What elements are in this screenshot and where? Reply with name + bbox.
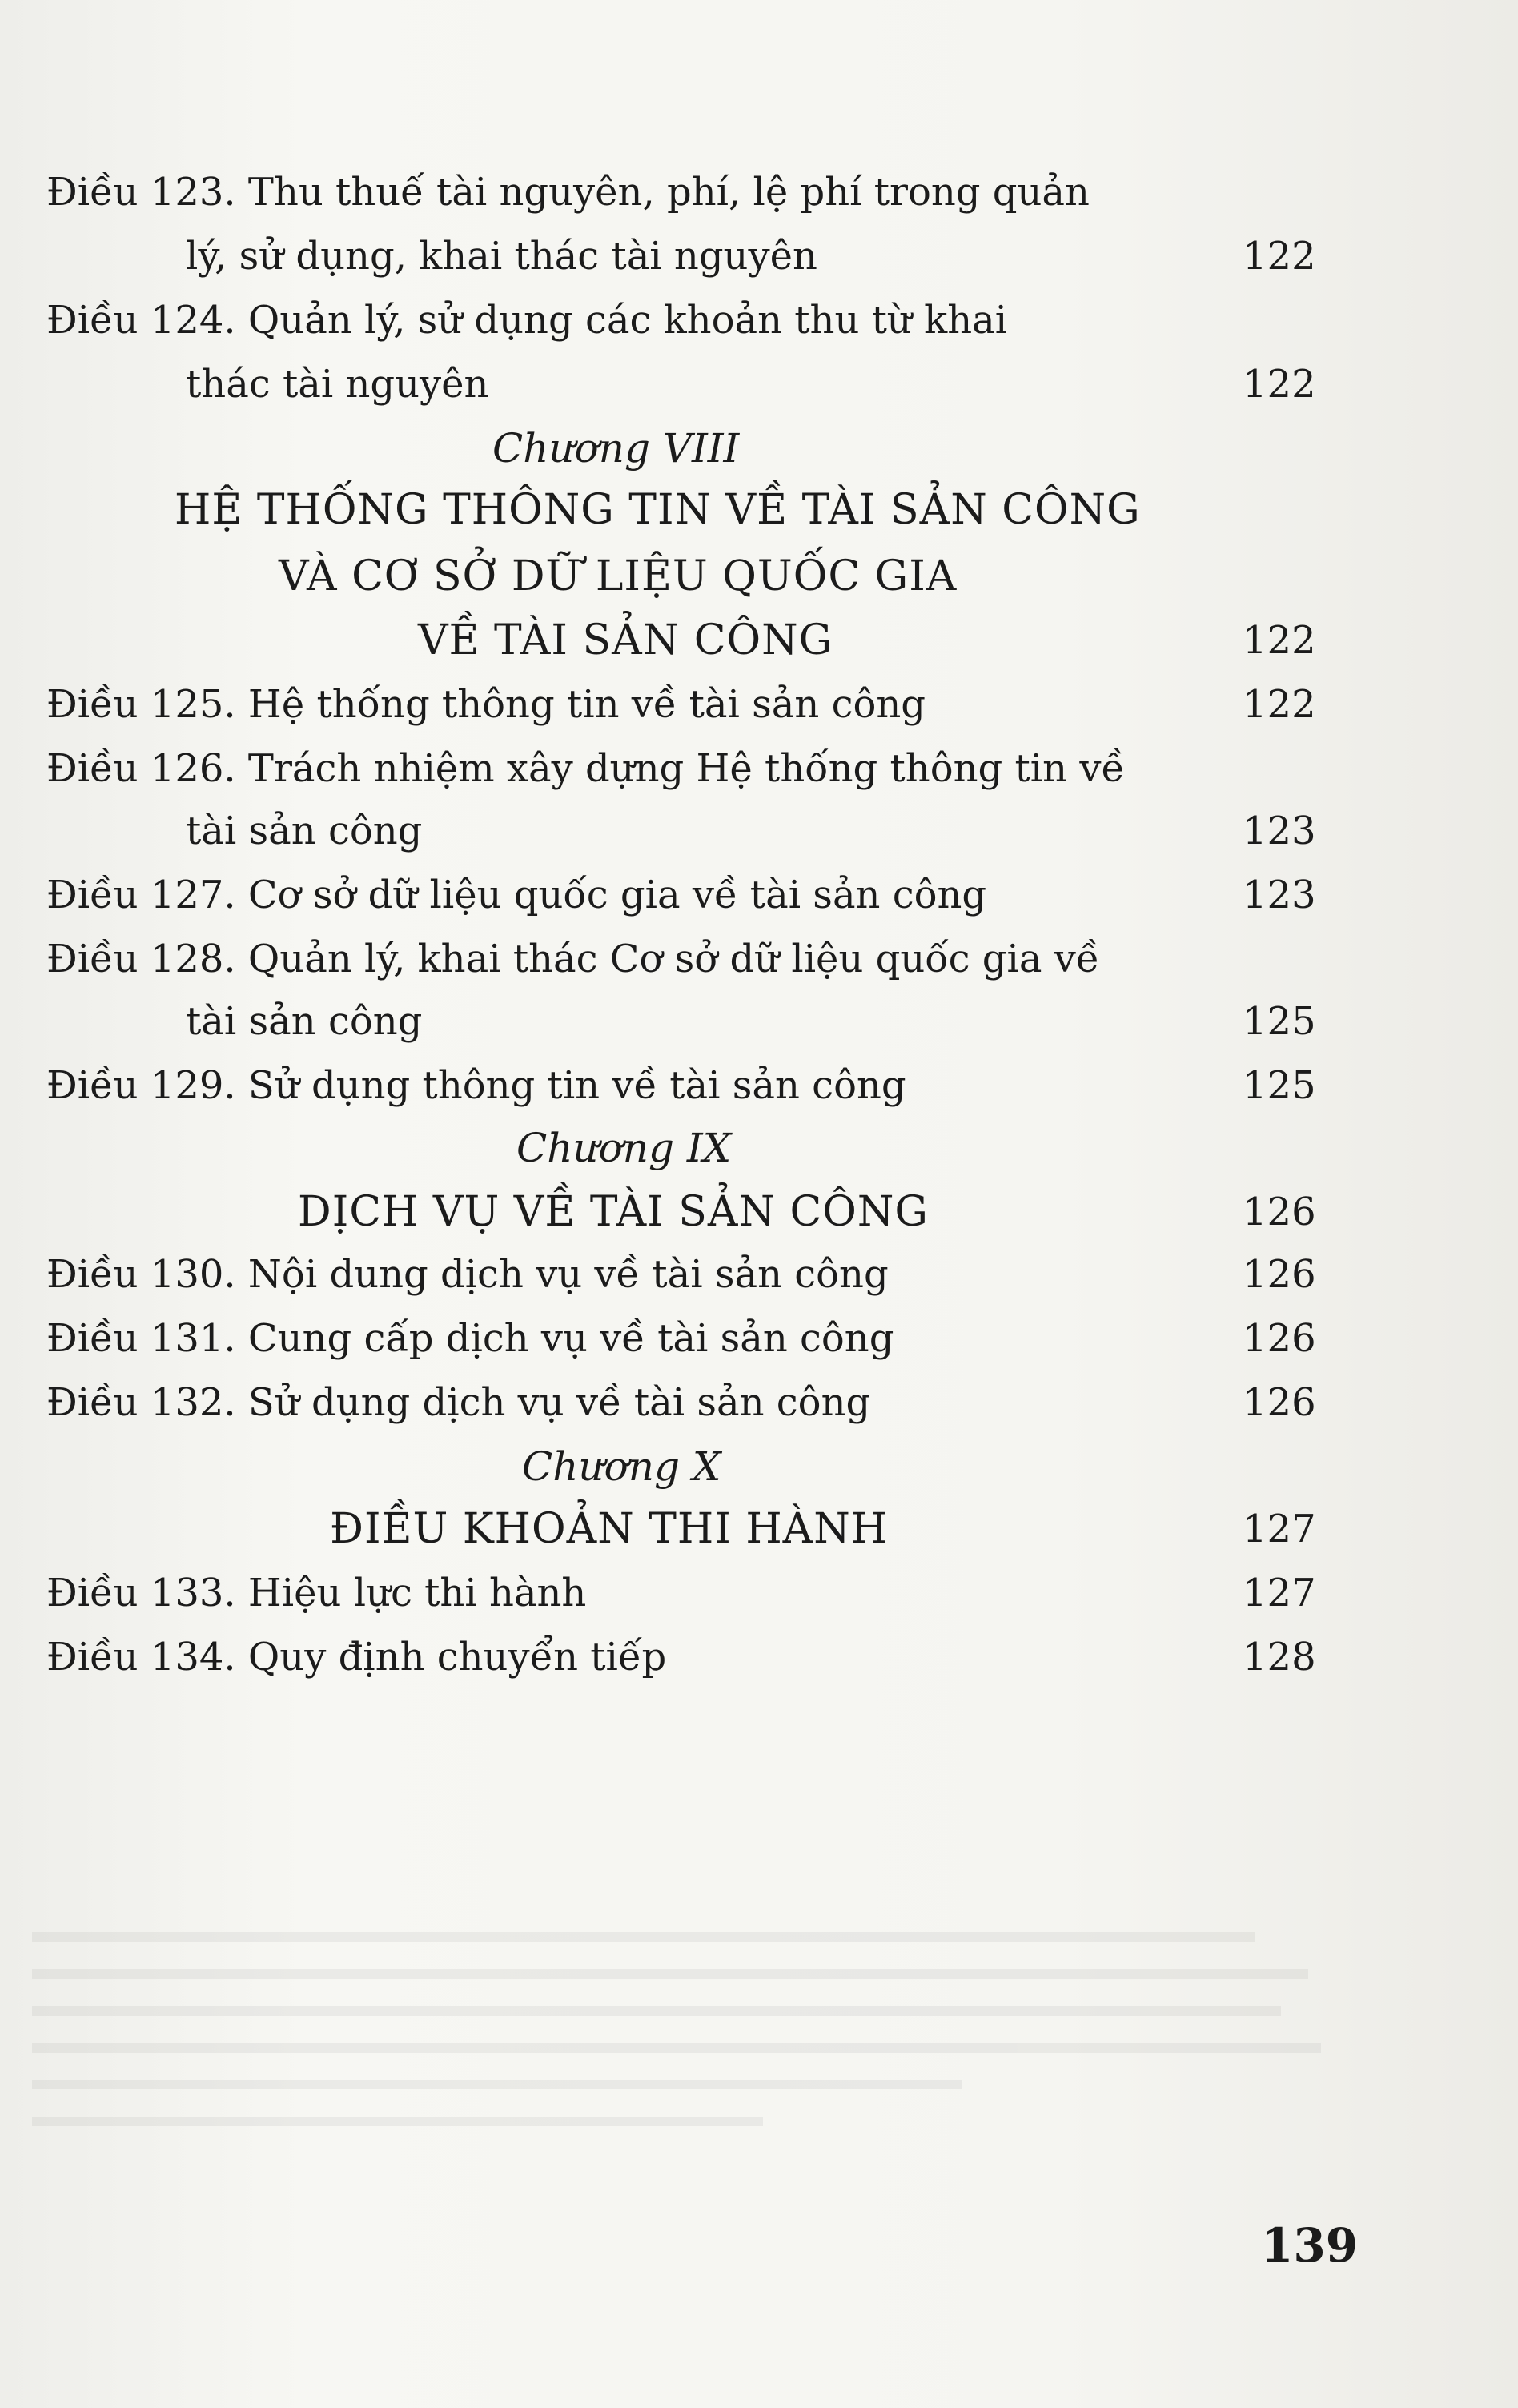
toc-page-number: 122 [1243, 362, 1316, 407]
chapter-title-viii-line2: VÀ CƠ SỞ DỮ LIỆU QUỐC GIA [279, 552, 958, 600]
page-number: 139 [1261, 2218, 1359, 2273]
toc-page-number: 126 [1243, 1316, 1316, 1361]
toc-page-number: 126 [1243, 1380, 1316, 1425]
toc-page-number: 122 [1243, 234, 1316, 279]
toc-page-number: 122 [1243, 682, 1316, 727]
toc-entry-label: Điều 130. Nội dung dịch vụ về tài sản công [46, 1252, 889, 1297]
toc-page-number: 125 [1243, 1063, 1316, 1108]
toc-page-number: 127 [1243, 1507, 1316, 1551]
toc-entry-label: Điều 131. Cung cấp dịch vụ về tài sản công [46, 1316, 894, 1361]
chapter-title-viii-line1: HỆ THỐNG THÔNG TIN VỀ TÀI SẢN CÔNG [175, 486, 1141, 534]
toc-entry-continuation: tài sản công [186, 999, 423, 1044]
toc-page-number: 128 [1243, 1635, 1316, 1680]
chapter-title-viii-line3: VỀ TÀI SẢN CÔNG [418, 616, 833, 664]
toc-entry-label: Điều 127. Cơ sở dữ liệu quốc gia về tài sản công [46, 873, 987, 917]
toc-entry-continuation: thác tài nguyên [186, 362, 489, 407]
chapter-title-ix: DỊCH VỤ VỀ TÀI SẢN CÔNG [298, 1188, 929, 1236]
toc-entry-continuation: tài sản công [186, 809, 423, 853]
chapter-label-viii: Chương VIII [492, 425, 740, 472]
toc-page-number: 123 [1243, 809, 1316, 853]
toc-page-number: 126 [1243, 1190, 1316, 1234]
toc-entry-label: Điều 128. Quản lý, khai thác Cơ sở dữ liệu quốc gia về [46, 937, 1100, 981]
chapter-label-ix: Chương IX [516, 1125, 732, 1171]
toc-entry-label: Điều 133. Hiệu lực thi hành [46, 1571, 587, 1615]
toc-page-number: 125 [1243, 999, 1316, 1044]
toc-entry-label: Điều 125. Hệ thống thông tin về tài sản công [46, 682, 926, 727]
toc-entry-label: Điều 132. Sử dụng dịch vụ về tài sản công [46, 1380, 871, 1425]
toc-entry-label: Điều 129. Sử dụng thông tin về tài sản công [46, 1063, 906, 1108]
toc-page-number: 126 [1243, 1252, 1316, 1297]
toc-entry-label: Điều 124. Quản lý, sử dụng các khoản thu từ khai [46, 298, 1008, 343]
toc-entry-label: Điều 126. Trách nhiệm xây dựng Hệ thống thông tin về [46, 746, 1125, 791]
toc-entry-label: Điều 134. Quy định chuyển tiếp [46, 1635, 667, 1680]
toc-page-number: 127 [1243, 1571, 1316, 1615]
chapter-label-x: Chương X [522, 1443, 721, 1490]
toc-entry-continuation: lý, sử dụng, khai thác tài nguyên [186, 234, 817, 279]
chapter-title-x: ĐIỀU KHOẢN THI HÀNH [330, 1505, 889, 1553]
toc-entry-label: Điều 123. Thu thuế tài nguyên, phí, lệ phí trong quản [46, 170, 1090, 215]
toc-page-number: 123 [1243, 873, 1316, 917]
toc-page-number: 122 [1243, 618, 1316, 663]
show-through-texture [32, 1905, 1361, 2241]
